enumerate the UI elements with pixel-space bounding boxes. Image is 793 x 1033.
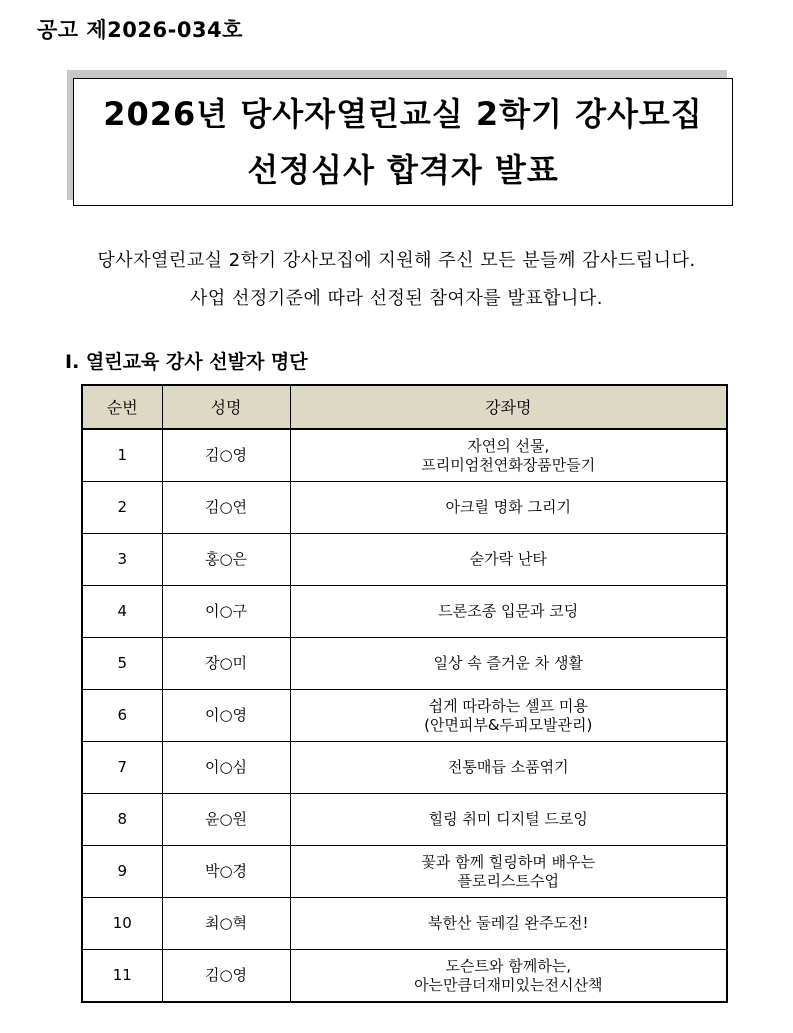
row-number: 2 bbox=[82, 482, 162, 534]
table-row bbox=[82, 482, 727, 534]
table-row bbox=[82, 794, 727, 846]
row-course bbox=[290, 638, 727, 690]
row-number: 4 bbox=[82, 586, 162, 638]
row-number: 7 bbox=[82, 742, 162, 794]
row-number: 9 bbox=[82, 846, 162, 898]
table-row bbox=[82, 586, 727, 638]
row-number: 10 bbox=[82, 898, 162, 950]
title-line-2: 선정심사 합격자 발표 bbox=[247, 151, 559, 189]
row-number: 3 bbox=[82, 534, 162, 586]
row-name: 이○구 bbox=[162, 586, 290, 638]
course-line: 프리미엄천연화장품만들기 bbox=[421, 455, 596, 474]
table-row bbox=[82, 638, 727, 690]
row-course bbox=[290, 429, 727, 482]
row-course bbox=[290, 950, 727, 1003]
row-course bbox=[290, 794, 727, 846]
row-number: 8 bbox=[82, 794, 162, 846]
course-line: 아는만큼더재미있는전시산책 bbox=[414, 975, 603, 994]
row-number: 1 bbox=[82, 429, 162, 482]
course-line: 자연의 선물, bbox=[467, 436, 550, 455]
course-line: 힐링 취미 디지털 드로잉 bbox=[428, 810, 588, 828]
table-row bbox=[82, 846, 727, 898]
row-name: 김○영 bbox=[162, 429, 290, 482]
row-number: 11 bbox=[82, 950, 162, 1003]
row-number: 5 bbox=[82, 638, 162, 690]
course-line: (안면피부&두피모발관리) bbox=[424, 715, 593, 734]
header-name: 성명 bbox=[162, 385, 290, 429]
course-line: 도슨트와 함께하는, bbox=[445, 956, 571, 975]
row-name: 이○심 bbox=[162, 742, 290, 794]
row-number: 6 bbox=[82, 690, 162, 742]
row-course bbox=[290, 586, 727, 638]
row-name: 최○혁 bbox=[162, 898, 290, 950]
title-box bbox=[73, 78, 733, 206]
table-row bbox=[82, 950, 727, 1003]
intro-line-1: 당사자열린교실 2학기 강사모집에 지원해 주신 모든 분들께 감사드립니다. bbox=[97, 250, 696, 271]
notice-number: 공고 제2026-034호 bbox=[37, 18, 243, 42]
header-number: 순번 bbox=[82, 385, 162, 429]
intro-line-2: 사업 선정기준에 따라 선정된 참여자를 발표합니다. bbox=[190, 288, 603, 309]
row-course bbox=[290, 742, 727, 794]
title-line-1: 2026년 당사자열린교실 2학기 강사모집 bbox=[103, 95, 703, 133]
course-line: 일상 속 즐거운 차 생활 bbox=[433, 654, 583, 672]
table-row bbox=[82, 742, 727, 794]
course-line: 드론조종 입문과 코딩 bbox=[438, 602, 579, 620]
course-line: 꽃과 함께 힐링하며 배우는 bbox=[421, 852, 596, 871]
row-name: 김○연 bbox=[162, 482, 290, 534]
table-row bbox=[82, 429, 727, 482]
row-course bbox=[290, 690, 727, 742]
row-course bbox=[290, 846, 727, 898]
table-row bbox=[82, 898, 727, 950]
table-row bbox=[82, 690, 727, 742]
row-name: 홍○은 bbox=[162, 534, 290, 586]
row-name: 박○경 bbox=[162, 846, 290, 898]
table-header-row bbox=[82, 385, 727, 429]
row-course bbox=[290, 482, 727, 534]
course-line: 전통매듭 소품엮기 bbox=[447, 758, 569, 776]
row-name: 장○미 bbox=[162, 638, 290, 690]
course-line: 숟가락 난타 bbox=[469, 550, 547, 568]
row-name: 윤○원 bbox=[162, 794, 290, 846]
row-course bbox=[290, 898, 727, 950]
course-line: 쉽게 따라하는 셀프 미용 bbox=[428, 696, 588, 715]
selection-table bbox=[81, 384, 728, 1003]
header-course: 강좌명 bbox=[290, 385, 727, 429]
row-name: 김○영 bbox=[162, 950, 290, 1003]
row-course bbox=[290, 534, 727, 586]
section-heading: Ⅰ. 열린교육 강사 선발자 명단 bbox=[65, 351, 308, 373]
course-line: 아크릴 명화 그리기 bbox=[445, 498, 571, 516]
course-line: 플로리스트수업 bbox=[457, 871, 559, 890]
row-name: 이○영 bbox=[162, 690, 290, 742]
table-row bbox=[82, 534, 727, 586]
course-line: 북한산 둘레길 완주도전! bbox=[428, 914, 589, 932]
